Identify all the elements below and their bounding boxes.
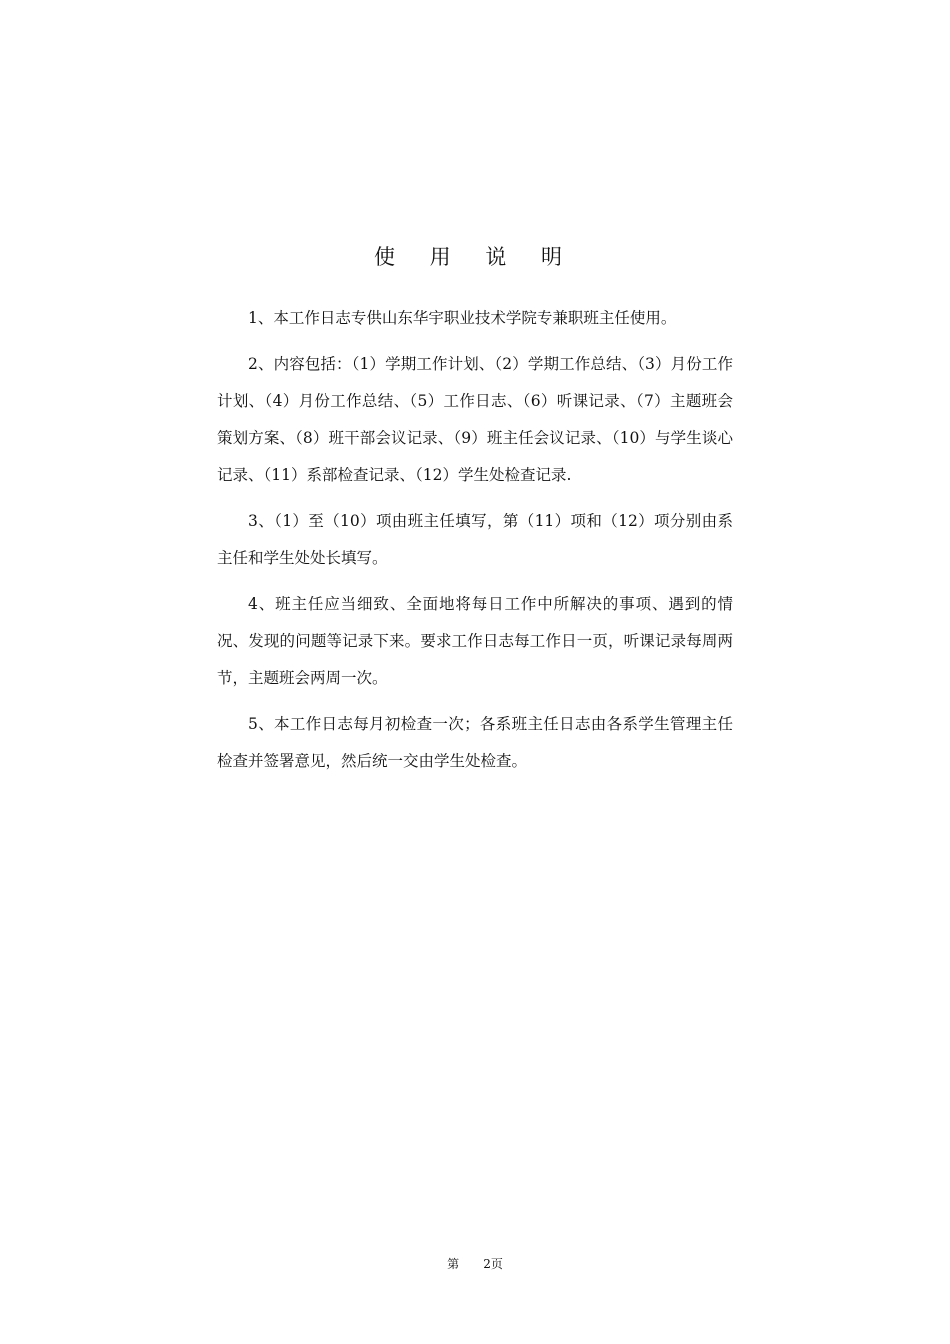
- instruction-paragraph-4: 4、班主任应当细致、全面地将每日工作中所解决的事项、遇到的情况、发现的问题等记录下来。要求工作日志每工作日一页，听课记录每周两节，主题班会两周一次。: [217, 595, 733, 687]
- page-number: 2页: [483, 1257, 503, 1271]
- document-title: 使 用 说 明: [373, 245, 577, 269]
- instruction-paragraph-3: 3、（1）至（10）项由班主任填写，第（11）项和（12）项分别由系主任和学生处处长填写。: [217, 512, 733, 567]
- instruction-paragraph-5: 5、本工作日志每月初检查一次；各系班主任日志由各系学生管理主任检查并签署意见，然后统一交由学生处检查。: [217, 715, 733, 770]
- instruction-paragraph-2: 2、内容包括：（1）学期工作计划、（2）学期工作总结、（3）月份工作计划、（4）月份工作总结、（5）工作日志、（6）听课记录、（7）主题班会策划方案、（8）班干部会议记录、（9）班主任会议记录、（10）与学生谈心记录、（11）系部检查记录、（12）学生处检查记录.: [217, 355, 733, 484]
- instruction-paragraph-1: 1、本工作日志专供山东华宇职业技术学院专兼职班主任使用。: [248, 309, 677, 327]
- page-number-prefix: 第: [447, 1257, 460, 1271]
- instructions-body: [217, 300, 733, 789]
- page-footer: [0, 1254, 950, 1274]
